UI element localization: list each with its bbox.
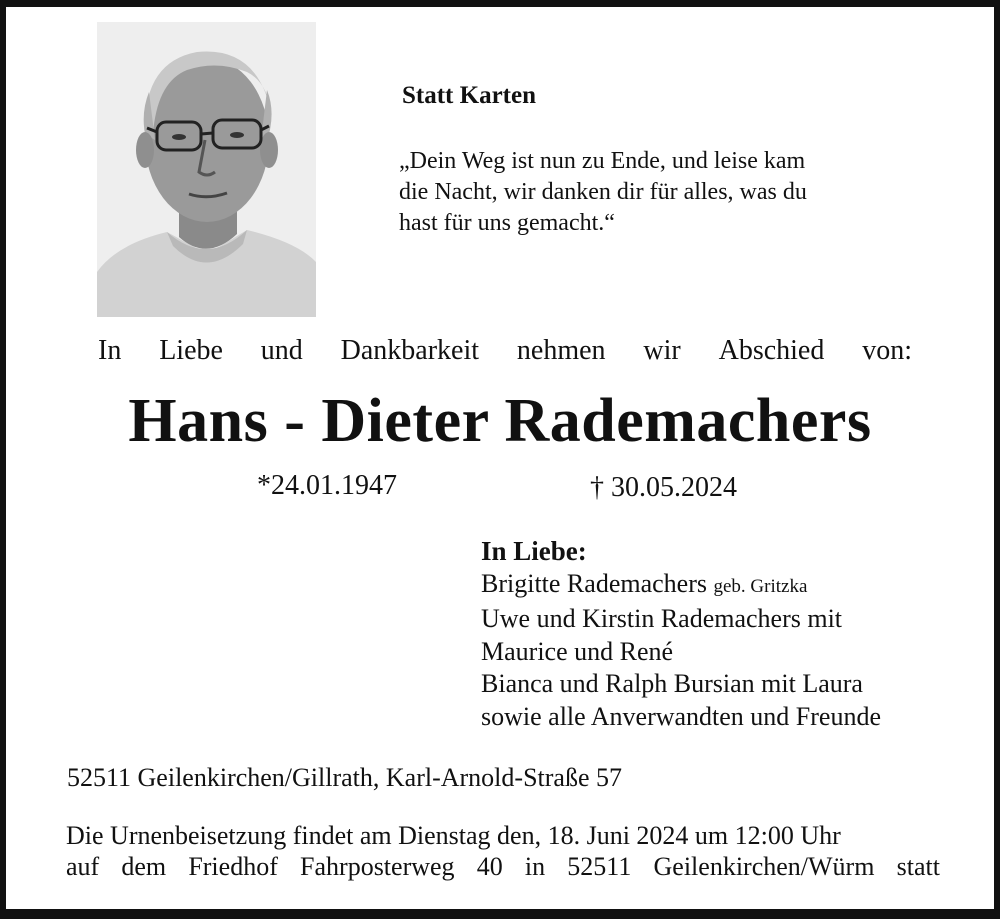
family-member-name: Brigitte Rademachers xyxy=(481,568,707,598)
intro-word: von: xyxy=(862,335,912,366)
quote-line: die Nacht, wir danken dir für alles, was du xyxy=(399,179,807,205)
intro-word: In xyxy=(98,335,122,366)
death-date: † 30.05.2024 xyxy=(590,472,737,503)
portrait-image xyxy=(97,22,316,317)
notice-word: dem xyxy=(121,852,167,881)
farewell-intro xyxy=(98,333,912,369)
intro-word: und xyxy=(260,335,303,366)
notice-word: Geilenkirchen/Würm xyxy=(653,852,875,881)
family-list xyxy=(481,535,881,734)
birth-date: *24.01.1947 xyxy=(257,470,397,501)
statt-karten-heading: Statt Karten xyxy=(402,82,536,109)
maiden-name: geb. Gritzka xyxy=(713,575,808,597)
intro-word: Abschied xyxy=(718,335,825,366)
burial-notice xyxy=(66,820,940,882)
memorial-quote xyxy=(399,146,899,239)
notice-word: Fahrposterweg xyxy=(300,852,455,881)
intro-word: Liebe xyxy=(159,335,223,366)
intro-word: wir xyxy=(643,335,681,366)
family-line xyxy=(481,568,881,604)
family-line: Uwe und Kirstin Rademachers mit xyxy=(481,604,843,634)
quote-line: „Dein Weg ist nun zu Ende, und leise kam xyxy=(399,148,806,174)
notice-word: 40 xyxy=(476,852,503,881)
notice-word: statt xyxy=(896,852,940,881)
mourning-address: 52511 Geilenkirchen/Gillrath, Karl-Arnold-Straße 57 xyxy=(67,763,622,792)
notice-line: Die Urnenbeisetzung findet am Dienstag den, 18. Juni 2024 um 12:00 Uhr xyxy=(66,821,841,850)
notice-word: auf xyxy=(66,852,100,881)
quote-line: hast für uns gemacht.“ xyxy=(399,210,615,236)
intro-word: Dankbarkeit xyxy=(340,335,480,366)
portrait-photo xyxy=(97,22,316,317)
family-line: sowie alle Anverwandten und Freunde xyxy=(481,701,882,731)
notice-word: 52511 xyxy=(567,852,632,881)
family-line: Maurice und René xyxy=(481,636,674,666)
deceased-name: Hans - Dieter Rademachers xyxy=(128,387,872,455)
intro-word: nehmen xyxy=(516,335,606,366)
notice-word: in xyxy=(524,852,546,881)
family-line: Bianca und Ralph Bursian mit Laura xyxy=(481,669,863,699)
notice-line xyxy=(66,851,940,882)
family-heading: In Liebe: xyxy=(481,536,587,566)
notice-word: Friedhof xyxy=(188,852,278,881)
